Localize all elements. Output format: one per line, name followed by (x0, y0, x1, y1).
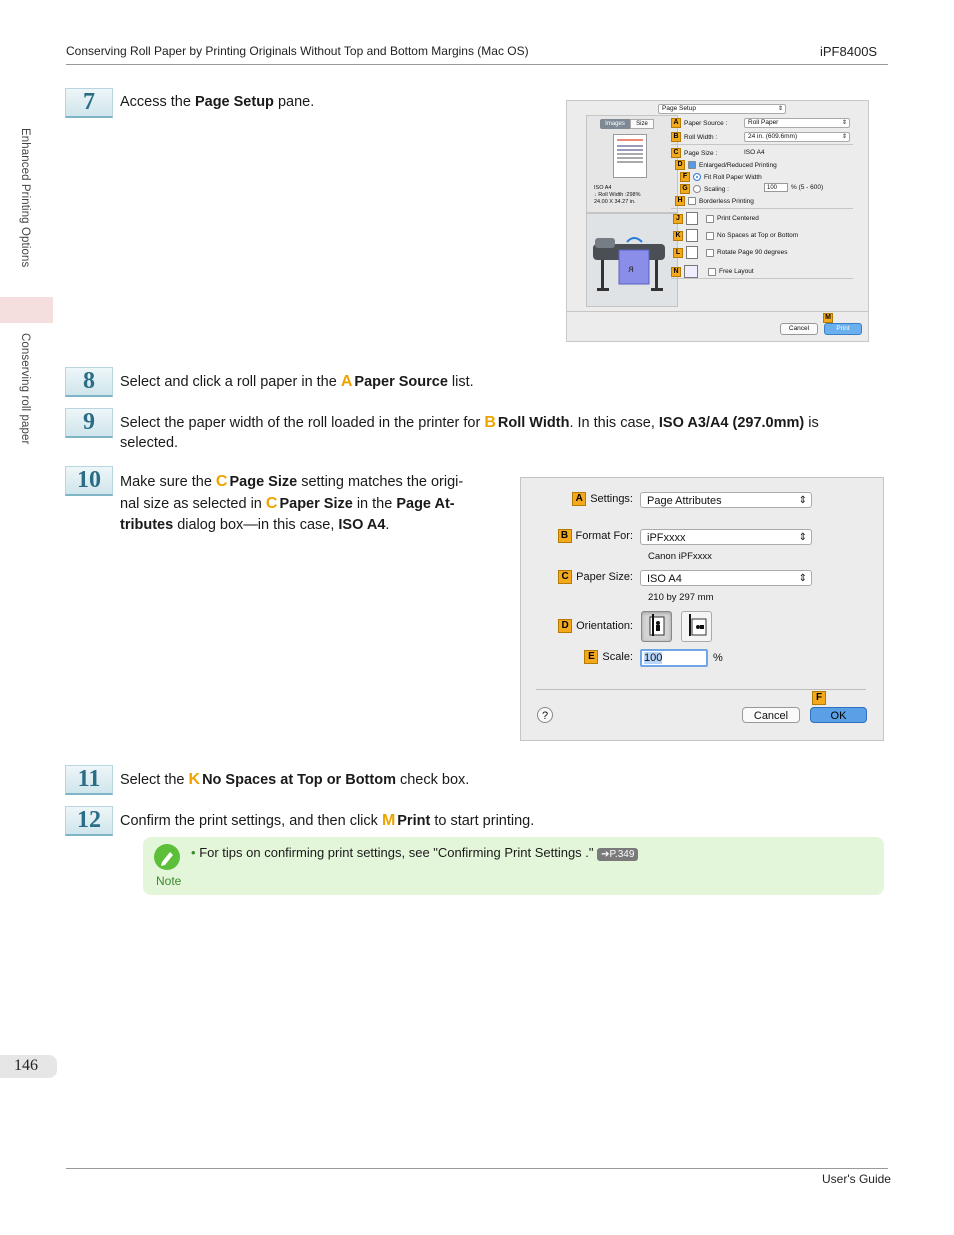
pencil-icon (154, 844, 180, 870)
step-7-text: Access the Page Setup pane. (120, 94, 315, 110)
scaling-radio[interactable] (693, 185, 701, 193)
step-10-text: Make sure the C Page Size setting matches the origi- nal size as selected in C Paper Size in the Page At- tributes dialog box—in this case, ISO A4. (120, 473, 464, 533)
header-rule (66, 64, 888, 65)
cancel-button[interactable]: Cancel (742, 707, 800, 723)
note-box (143, 837, 884, 895)
step-number-9: 9 (65, 408, 113, 438)
enlarged-checkbox[interactable] (688, 161, 696, 169)
page-ref-link[interactable]: ➔P.349 (597, 848, 638, 861)
roll-width-select[interactable]: 24 in. (609.6mm) ⇕ (744, 132, 850, 142)
step-8-text: Select and click a roll paper in the A Paper Source list. (120, 373, 474, 390)
side-tab-marker (0, 297, 53, 323)
format-sub: Canon iPFxxxx (648, 551, 712, 562)
step-number-7: 7 (65, 88, 113, 118)
footer-rule (66, 1168, 888, 1169)
scale-unit: % (713, 652, 723, 664)
tab-images[interactable]: Images (600, 119, 630, 129)
key-f: F (812, 691, 826, 705)
layout-icon (684, 265, 698, 278)
page-setup-select[interactable]: Page Setup ⇕ (658, 104, 786, 114)
page-size-value: ISO A4 (744, 149, 765, 156)
orientation-portrait-button[interactable] (641, 611, 672, 642)
page-icon (686, 212, 698, 225)
side-chapter-label: Enhanced Printing Options (19, 128, 31, 268)
page-attributes-screenshot (520, 477, 884, 741)
rotate-checkbox[interactable] (706, 249, 714, 257)
key-m: M (823, 313, 833, 323)
printer-icon (587, 214, 677, 306)
settings-label: A Settings: (572, 492, 633, 506)
scaling-input[interactable]: 100 (764, 183, 788, 192)
format-select[interactable]: iPFxxxx ⇕ (640, 529, 812, 545)
format-label: B Format For: (558, 529, 633, 543)
row-scaling[interactable]: G Scaling : (680, 184, 729, 194)
no-spaces-checkbox[interactable] (706, 232, 714, 240)
settings-select[interactable]: Page Attributes ⇕ (640, 492, 812, 508)
page-setup-screenshot (566, 100, 869, 342)
tab-size[interactable]: Size (630, 119, 654, 129)
scaling-range: % (5 - 600) (791, 184, 824, 191)
page-icon (686, 229, 698, 242)
row-rotate[interactable]: L Rotate Page 90 degrees (673, 246, 787, 259)
row-roll-width: B Roll Width : (671, 132, 717, 142)
scale-label: E Scale: (584, 650, 633, 664)
page-preview (613, 134, 647, 178)
orientation-landscape-button[interactable] (681, 611, 712, 642)
free-layout-checkbox[interactable] (708, 268, 716, 276)
row-enlarged[interactable]: D Enlarged/Reduced Printing (675, 160, 777, 170)
side-section-label: Conserving roll paper (19, 333, 31, 445)
svg-text:ᴙ: ᴙ (628, 264, 635, 275)
row-fit-roll[interactable]: F Fit Roll Paper Width (680, 172, 762, 182)
step-11-text: Select the K No Spaces at Top or Bottom check box. (120, 771, 470, 788)
step-9-text: Select the paper width of the roll loaded in the printer for B Roll Width. In this case, ISO A3/A4 (297.0mm) is selected. (120, 414, 819, 451)
ok-button[interactable]: OK (810, 707, 867, 723)
page-icon (686, 246, 698, 259)
step-number-10: 10 (65, 466, 113, 496)
cancel-button[interactable]: Cancel (780, 323, 818, 335)
row-free-layout[interactable]: N Free Layout (671, 265, 754, 278)
row-no-spaces[interactable]: K No Spaces at Top or Bottom (673, 229, 798, 242)
step-number-12: 12 (65, 806, 113, 836)
note-text: • For tips on confirming print settings, see "Confirming Print Settings ." ➔P.349 (191, 845, 638, 861)
portrait-icon (642, 612, 671, 641)
row-print-centered[interactable]: J Print Centered (673, 212, 759, 225)
borderless-checkbox[interactable] (688, 197, 696, 205)
header-product: iPF8400S (820, 44, 878, 59)
scale-input[interactable]: 100 (640, 649, 708, 667)
note-label: Note (156, 874, 182, 888)
preview-info: ISO A4 ↓ Roll Width :298% 24.00 X 34.27 in. (594, 185, 641, 205)
help-button[interactable]: ? (537, 707, 553, 723)
print-centered-checkbox[interactable] (706, 215, 714, 223)
step-number-8: 8 (65, 367, 113, 397)
landscape-icon (682, 612, 711, 641)
orientation-label: D Orientation: (558, 619, 633, 633)
paper-size-label: C Paper Size: (558, 570, 633, 584)
print-button[interactable]: Print (824, 323, 862, 335)
step-12-text: Confirm the print settings, and then click M Print to start printing. (120, 812, 535, 829)
footer-guide: User's Guide (822, 1172, 891, 1186)
header-title: Conserving Roll Paper by Printing Originals Without Top and Bottom Margins (Mac OS) (66, 44, 529, 58)
step-number-11: 11 (65, 765, 113, 795)
row-paper-source: A Paper Source : (671, 118, 727, 128)
paper-size-select[interactable]: ISO A4 ⇕ (640, 570, 812, 586)
row-borderless[interactable]: H Borderless Printing (675, 196, 754, 206)
fit-roll-radio[interactable] (693, 173, 701, 181)
paper-size-sub: 210 by 297 mm (648, 592, 714, 603)
paper-source-select[interactable]: Roll Paper ⇕ (744, 118, 850, 128)
printer-illustration (586, 213, 678, 307)
page-number: 146 (14, 1057, 38, 1074)
row-page-size: C Page Size : (671, 148, 717, 158)
